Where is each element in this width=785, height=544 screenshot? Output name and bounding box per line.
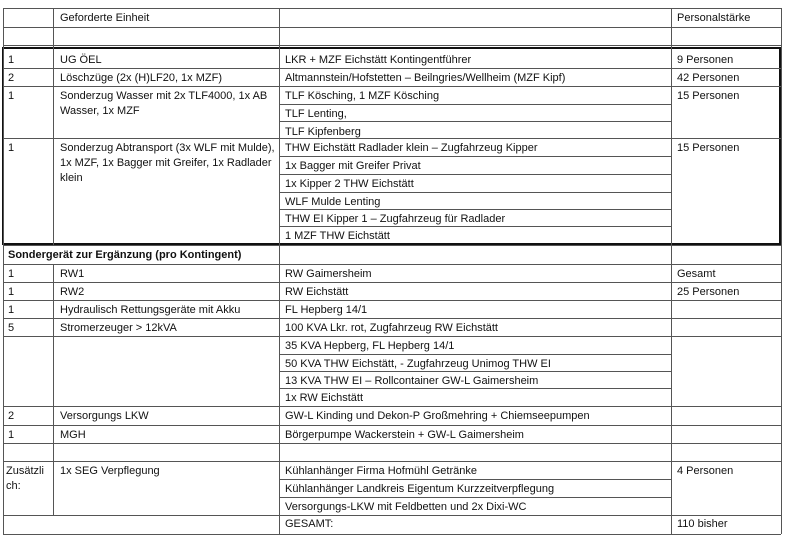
count-cell: 1 [8,142,15,154]
assignment-cell: Versorgungs-LKW mit Feldbetten und 2x Dixi-WC [285,501,527,513]
unit-cell: UG ÖEL [60,54,102,66]
count-cell: 5 [8,322,15,334]
unit-cell: Versorgungs LKW [60,410,149,422]
grid-line [279,104,671,105]
grid-line [279,371,671,372]
header-personnel: Personalstärke [677,12,751,24]
assignment-cell: TLF Kösching, 1 MZF Kösching [285,90,440,102]
grid-line [3,138,781,139]
personnel-cell: Gesamt [677,268,716,280]
grid-line [53,8,54,245]
grid-line [3,8,4,534]
unit-cell: Sonderzug Wasser mit 2x TLF4000, 1x AB Wasser, 1x MZF [60,90,268,117]
assignment-cell: TLF Lenting, [285,108,347,120]
grid-line [3,425,781,426]
grid-line [3,68,781,69]
grid-line [781,8,782,534]
grid-line [3,515,781,516]
assignment-cell: LKR + MZF Eichstätt Kontingentführer [285,54,472,66]
unit-cell: RW2 [60,286,85,298]
grid-line [53,264,54,461]
assignment-cell: TLF Kipfenberg [285,126,361,138]
grid-line [3,282,781,283]
personnel-cell: 25 Personen [677,286,740,298]
count-cell: 2 [8,72,15,84]
unit-cell: 1x SEG Verpflegung [60,465,160,477]
unit-cell: Sonderzug Abtransport (3x WLF mit Mulde), 1x MZF, 1x Bagger mit Greifer, 1x Radlader klein [60,142,275,184]
grid-line [279,354,671,355]
header-unit: Geforderte Einheit [60,12,150,24]
assignment-cell: 35 KVA Hepberg, FL Hepberg 14/1 [285,340,455,352]
assignment-cell: 1x RW Eichstätt [285,392,364,404]
grid-line [3,461,781,462]
count-cell: 1 [8,429,15,441]
personnel-cell: 15 Personen [677,90,740,102]
assignment-cell: 13 KVA THW EI – Rollcontainer GW-L Gaimersheim [285,375,539,387]
assignment-cell: 100 KVA Lkr. rot, Zugfahrzeug RW Eichstätt [285,322,498,334]
grid-line [3,27,781,28]
count-cell: 1 [8,268,15,280]
grid-line [279,121,671,122]
grid-line [3,45,781,46]
count-cell: 1 [8,304,15,316]
grid-line [279,479,671,480]
grid-line [279,156,671,157]
unit-cell: RW1 [60,268,85,280]
grid-line [279,209,671,210]
grid-line [279,174,671,175]
personnel-cell: 9 Personen [677,54,734,66]
assignment-cell: RW Gaimersheim [285,268,372,280]
grid-line [671,8,672,534]
grid-line [3,264,781,265]
grid-line [3,86,781,87]
assignment-cell: RW Eichstätt [285,286,349,298]
grid-line [279,388,671,389]
assignment-cell: 1x Kipper 2 THW Eichstätt [285,178,414,190]
grid-line [3,318,781,319]
grid-line [3,406,781,407]
grid-line [671,282,781,283]
grid-line [279,226,671,227]
grid-line [3,245,781,246]
assignment-cell: Börgerpumpe Wackerstein + GW-L Gaimersheim [285,429,524,441]
grid-line [3,8,781,9]
grid-line [279,192,671,193]
personnel-cell: 15 Personen [677,142,740,154]
additional-label: Zusätzlich: [6,465,44,492]
unit-cell: Hydraulisch Rettungsgeräte mit Akku [60,304,241,316]
count-cell: 2 [8,410,15,422]
unit-cell: Stromerzeuger > 12kVA [60,322,177,334]
total-label: GESAMT: [285,518,334,530]
count-cell: 1 [8,90,15,102]
assignment-cell: FL Hepberg 14/1 [285,304,368,316]
grid-line [279,8,280,534]
assignment-cell: Kühlanhänger Firma Hofmühl Getränke [285,465,477,477]
personnel-cell: 42 Personen [677,72,740,84]
assignment-cell: Kühlanhänger Landkreis Eigentum Kurzzeitverpflegung [285,483,555,495]
grid-line [279,497,671,498]
assignment-cell: 1 MZF THW Eichstätt [285,230,390,242]
grid-line [53,461,54,515]
assignment-cell: WLF Mulde Lenting [285,196,381,208]
unit-cell: MGH [60,429,86,441]
grid-line [3,300,781,301]
grid-line [3,534,781,535]
count-cell: 1 [8,54,15,66]
assignment-cell: 1x Bagger mit Greifer Privat [285,160,421,172]
section-heading: Sondergerät zur Ergänzung (pro Kontingent) [8,249,242,261]
personnel-cell: 4 Personen [677,465,734,477]
assignment-cell: GW-L Kinding und Dekon-P Großmehring + Chiemseepumpen [285,410,590,422]
assignment-cell: Altmannstein/Hofstetten – Beilngries/Wellheim (MZF Kipf) [285,72,566,84]
grid-line [3,443,781,444]
grid-line [3,336,781,337]
unit-cell: Löschzüge (2x (H)LF20, 1x MZF) [60,72,222,84]
assignment-cell: 50 KVA THW Eichstätt, - Zugfahrzeug Unimog THW EI [285,358,551,370]
count-cell: 1 [8,286,15,298]
assignment-cell: THW Eichstätt Radlader klein – Zugfahrzeug Kipper [285,142,538,154]
assignment-cell: THW EI Kipper 1 – Zugfahrzeug für Radlader [285,213,506,225]
total-value: 110 bisher [677,518,728,530]
